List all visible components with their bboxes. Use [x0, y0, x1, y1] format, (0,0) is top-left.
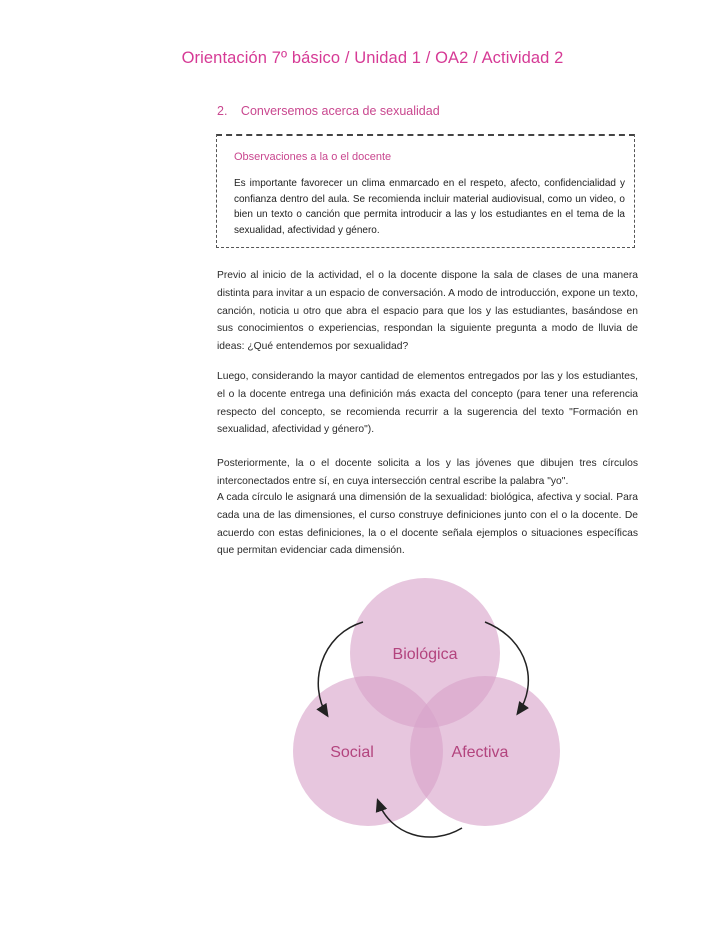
- paragraph-intro: Previo al inicio de la actividad, el o la docente dispone la sala de clases de una manera distinta para invitar a un espacio de conversación. A modo de introducción, expone un texto, canción, noticia u otro que abra el espacio para que los y las estudiantes, basándose en sus conocimientos o experiencias, respondan la siguiente pregunta a modo de lluvia de ideas: ¿Qué entendemos por sexualidad?: [217, 270, 638, 353]
- section-number: 2.: [217, 104, 228, 118]
- section-heading: [217, 104, 440, 118]
- observations-title: Observaciones a la o el docente: [234, 151, 392, 163]
- observations-text: Es importante favorecer un clima enmarcado en el respeto, afecto, confidencialidad y confianza dentro del aula. Se recomienda incluir material audiovisual, como un video, o bien un texto o canción que permita introducir a las y los estudiantes en el tema de la sexualidad, afectividad y género.: [234, 178, 625, 236]
- paragraph-circles: Posteriormente, la o el docente solicita a los y las jóvenes que dibujen tres círculos interconectados entre sí, en cuya intersección central escribe la palabra "yo".: [217, 458, 638, 487]
- section-title: Conversemos acerca de sexualidad: [240, 104, 440, 118]
- label-social: Social: [330, 744, 374, 761]
- label-afectiva: Afectiva: [451, 744, 509, 761]
- observations-box: [216, 134, 635, 248]
- paragraph-definition: Luego, considerando la mayor cantidad de elementos entregados por las y los estudiantes, el o la docente entrega una definición más exacta del concepto (para tener una referencia respecto del concepto, se recomienda recurrir a la sugerencia del texto "Formación en sexualidad, afectividad y género").: [217, 371, 638, 436]
- paragraph-dimensions: A cada círculo le asignará una dimensión de la sexualidad: biológica, afectiva y social. Para cada una de las dimensiones, el curso construye definiciones junto con el o la docente. De acuerdo con estas definiciones, la o el docente señala ejemplos o situaciones específicas que permitan evidenciar cada dimensión.: [217, 492, 638, 557]
- page-header-title: Orientación 7º básico / Unidad 1 / OA2 / Actividad 2: [181, 49, 564, 67]
- label-biologica: Biológica: [392, 646, 458, 663]
- sexuality-dimensions-diagram: [280, 575, 580, 845]
